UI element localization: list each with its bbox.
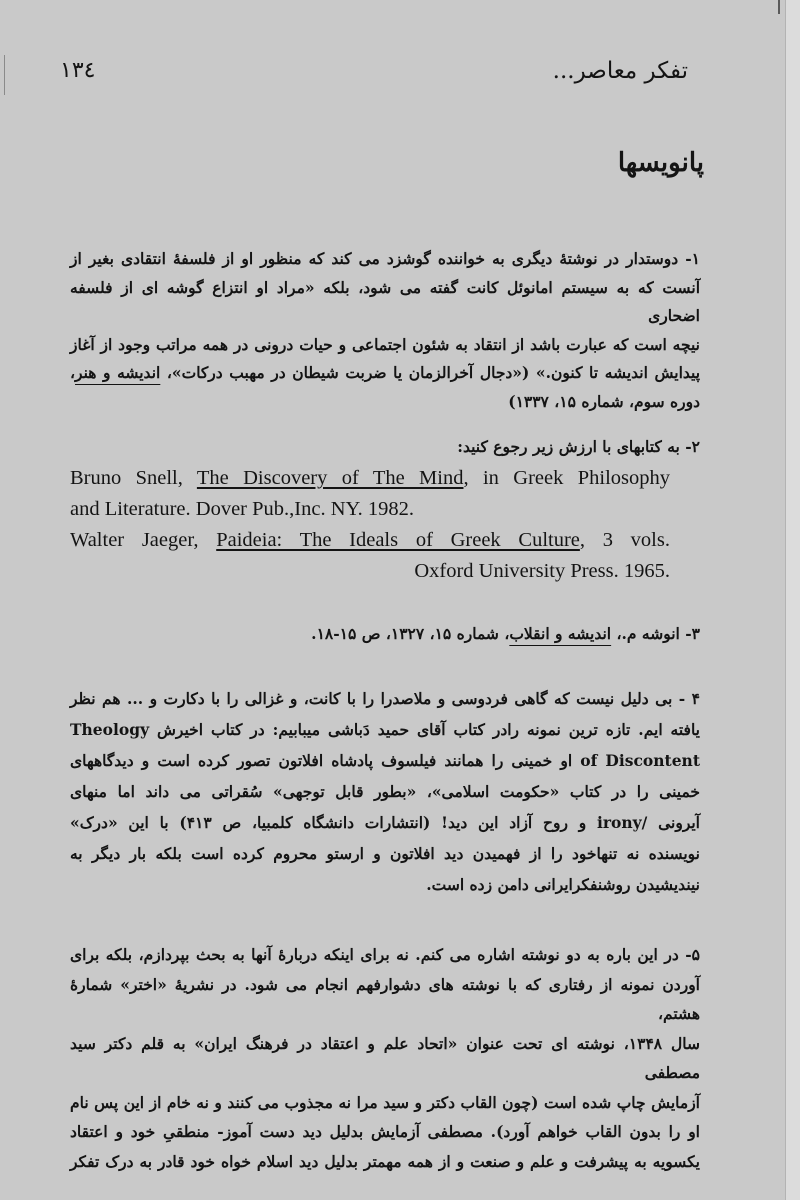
footnote-1-line: پیدایش اندیشه تا کنون.» («دجال آخرالزمان یا ضربت شیطان در مهبب درکات»، اندیشه و هنر، [70,363,701,382]
footnote-5 [70,940,700,1176]
footnote-4-line: آیرونی /irony و روح آزاد این دید! (انتشارات دانشگاه کلمبیا، ص ۴۱۳) با این «درک» [70,813,700,832]
footnote-4-line: ۴ - بی دلیل نیست که گاهی فردوسی و ملاصدرا را با کانت، و غزالی را با دکارت و ... هم نظر [70,689,700,708]
footnote-4-line: نویسنده نه تنهاخود را از فهمیدن دید افلاتون و ارستو محروم کرده است بلکه بار دیگر به [70,844,700,863]
reference-line: Walter Jaeger, Paideia: The Ideals of Greek Culture, 3 vols. [70,529,670,551]
page-header [60,58,688,94]
footnote-5-line: ۵- در این باره به دو نوشته اشاره می کنم. نه برای اینکه دربارهٔ آنها به بحث بپردازم، بلکه برای [70,945,700,964]
page-edge-tick [778,0,780,14]
footnote-4 [70,683,700,900]
book-title: The Discovery of The Mind [196,467,464,489]
reference-line: Oxford University Press. 1965. [414,560,670,582]
footnote-1-line: دوره سوم، شماره ۱۵، ۱۳۳۷) [508,391,700,411]
page-right-edge [785,0,800,1200]
footnote-1 [70,245,700,416]
footnote-5-line: آزمایش چاپ شده است (چون القاب دکتر و سید مرا نه مجذوب می کنند و نه خام از این پس نام [70,1092,700,1112]
book-title: Paideia: The Ideals of Greek Culture [216,529,580,551]
section-title: پانویسها [617,148,704,178]
reference-line: Bruno Snell, The Discovery of The Mind, in Greek Philosophy [70,467,671,489]
page-number: ۱۳٤ [60,58,96,83]
footnote-4-line: یافته ایم. تازه ترین نمونه رادر کتاب آقای حمید دَباشی میبابیم: در کتاب اخیرش Theology [70,720,700,739]
footnote-1-line: آنست که به سیستم امانوئل کانت گفته می شود، بلکه «مراد او انتزاع گوشه ای از فلسفه اضحاری [70,277,700,325]
footnote-4-line: of Discontent او خمینی را همانند فیلسوف پادشاه افلاتون تصور کرده است و دیدگاههای [70,751,700,770]
journal-title: اندیشه و هنر [75,363,161,382]
footnote-2-intro: ۲- به کتابهای با ارزش زیر رجوع کنید: [457,437,700,456]
footnote-1-line: نیچه است که عبارت باشد از انتقاد به شئون اجتماعی و حیات درونی در همه مراتب وجود از آغاز [70,334,700,354]
footnote-4-line: خمینی را در کتاب «حکومت اسلامی»، «بطور قابل توجهی» سُقراتی می داند اما منهای [70,782,700,801]
running-title: تفکر معاصر... [552,58,688,84]
footnote-5-line: سال ۱۳۴۸، نوشته ای تحت عنوان «اتحاد علم و اعتقاد در فرهنگ ایران» به قلم دکتر سید مصطفی [70,1033,700,1082]
footnote-5-line: یکسویه به پیشرفت و علم و صنعت و از همه مهمتر بدلیل دید اسلام خواه خود قادر به درک تفکر [70,1151,700,1171]
footnote-5-line: او را بدون القاب خواهم آورد). مصطفی آزمایش بدلیل دید دست آموز- منطقیِ خود و اعتقاد [70,1122,700,1141]
footnote-1-line: ۱- دوستدار در نوشتهٔ دیگری به خواننده گوشزد می کند که منظور او از فلسفهٔ انتقادی بغیر از [70,249,700,268]
footnote-4-line: نیندیشیدن روشنفکرایرانی دامن زده است. [426,875,700,894]
footnote-2-references [70,463,670,587]
page-edge-mark [4,55,5,95]
journal-title: اندیشه و انقلاب [509,624,612,643]
footnote-5-line: آوردن نمونه از رفتاری که با نوشته های دشوارفهم انجام می شود. در نشریهٔ «اختر» شمارهٔ هشتم، [70,974,700,1023]
footnote-3: ۳- انوشه م.، اندیشه و انقلاب، شماره ۱۵، ۱۳۲۷، ص ۱۵-۱۸. [311,624,700,643]
reference-line: and Literature. Dover Pub.,Inc. NY. 1982. [70,498,415,520]
